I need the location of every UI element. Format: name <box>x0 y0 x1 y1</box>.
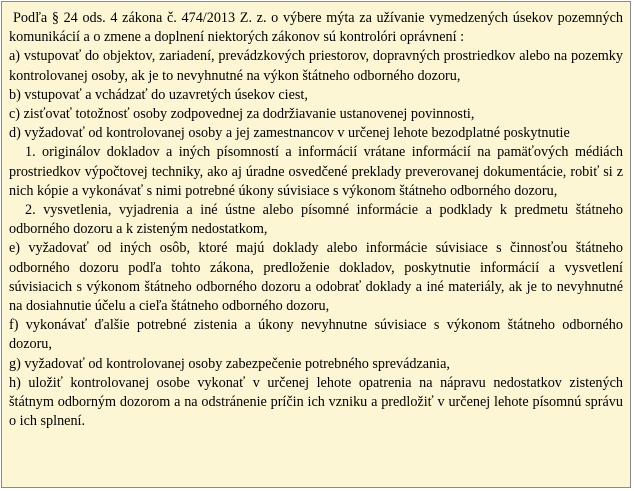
item-g: g) vyžadovať od kontrolovanej osoby zabezpečenie potrebného sprevádzania, <box>9 355 450 372</box>
item-d-1: 1. originálov dokladov a iných písomností a informácií vrátane informácií na pamäťových médiách prostriedkov výpočtovej techniky, ako aj úradne osvedčené preklady preverovanej dokumentácie, robiť si z nich kópie a vykonávať s nimi potrebné úkony súvisiace s výkonom štátneho odborného dozoru, <box>9 144 623 199</box>
item-d: d) vyžadovať od kontrolovanej osoby a jej zamestnancov v určenej lehote bezodplatné poskytnutie <box>9 125 570 142</box>
item-e: e) vyžadovať od iných osôb, ktoré majú doklady alebo informácie súvisiace s činnosťou štátneho odborného dozoru podľa tohto zákona, predloženie dokladov, poskytnutie informácií a vysvetlení súvisiacich s výkonom štátneho odborného dozoru a odobrať doklady a iné materiály, ak je to nevyhnutné na dosiahnutie účelu a cieľa štátneho odborného dozoru, <box>9 240 623 315</box>
item-f: f) vykonávať ďalšie potrebné zistenia a úkony nevyhnutne súvisiace s výkonom štátneho odborného dozoru, <box>9 317 623 353</box>
item-h: h) uložiť kontrolovanej osobe vykonať v určenej lehote opatrenia na nápravu nedostatkov zistených štátnym odborným dozorom a na odstránenie príčin ich vzniku a predložiť v určenej lehote písomnú správu o ich splnení. <box>9 374 623 430</box>
legal-text-box <box>1 1 631 488</box>
item-b: b) vstupovať a vchádzať do uzavretých úsekov ciest, <box>9 86 308 103</box>
intro-paragraph: Podľa § 24 ods. 4 zákona č. 474/2013 Z. z. o výbere mýta za užívanie vymedzených úsekov pozemných komunikácií a o zmene a doplnení niektorých zákonov sú kontrolóri oprávnení : <box>9 10 623 46</box>
item-c: c) zisťovať totožnosť osoby zodpovednej za dodržiavanie ustanovenej povinnosti, <box>9 106 475 123</box>
item-a: a) vstupovať do objektov, zariadení, prevádzkových priestorov, dopravných prostriedkov alebo na pozemky kontrolovanej osoby, ak je to nevyhnutné na výkon štátneho odborného dozoru, <box>9 48 623 84</box>
item-d-2: 2. vysvetlenia, vyjadrenia a iné ústne alebo písomné informácie a podklady k predmetu štátneho odborného dozoru a k zisteným nedostatkom, <box>9 202 623 238</box>
